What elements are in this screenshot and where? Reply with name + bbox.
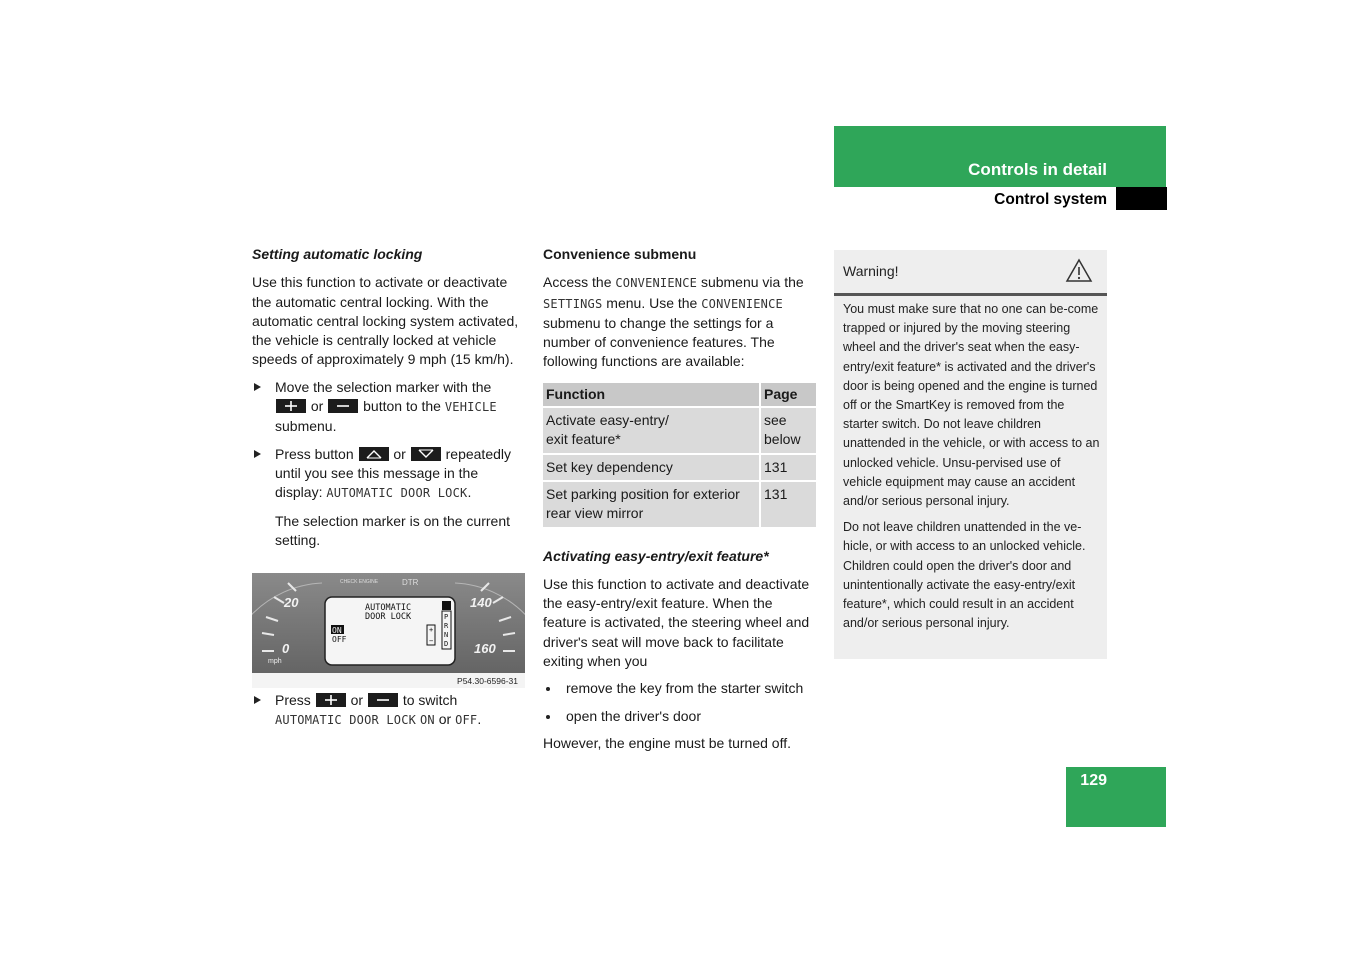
subsection-title: Control system <box>994 191 1107 208</box>
heading-convenience-submenu: Convenience submenu <box>543 246 697 262</box>
intro-paragraph: Use this function to activate or deactivate the automatic central locking. With the automatic central locking system activated, the vehicle is centrally locked at vehicle speeds of approximately 9 mph (15 km/h). <box>252 274 519 368</box>
figure-caption: P54.30-6596-31 <box>457 676 518 686</box>
down-button-icon <box>411 447 441 461</box>
list-item: remove the key from the starter switch <box>543 679 816 698</box>
step-switch-setting: Press or to switch AUTOMATIC DOOR LOCK ON or OFF. <box>252 691 525 731</box>
functions-table <box>543 383 816 529</box>
step-move-marker: Move the selection marker with the or button to the VEHICLE submenu. <box>252 378 525 437</box>
minus-button-icon <box>368 693 398 707</box>
table-header-row <box>543 383 816 407</box>
column-left-bottom <box>252 691 525 739</box>
header-marker <box>1116 187 1167 210</box>
svg-text:−: − <box>429 637 434 645</box>
plus-button-icon <box>276 399 306 413</box>
step-press-button: Press button or repeatedly until you see this message in the display: AUTOMATIC DOOR LOCK. <box>252 445 525 504</box>
header-page: Page <box>760 383 816 407</box>
easy-entry-paragraph: Use this function to activate and deactivate the easy-entry/exit feature. When the feature is activated, the steering wheel and driver's seat will move back to facilitate exiting when you <box>543 575 810 670</box>
table-row: Set parking position for exterior rear view mirror 131 <box>543 481 816 528</box>
instrument-cluster-image <box>252 573 525 688</box>
speed-label-140: 140 <box>470 595 492 610</box>
section-title: Controls in detail <box>968 160 1107 179</box>
option-on: ON <box>332 626 342 635</box>
list-item: open the driver's door <box>543 707 816 726</box>
column-middle <box>543 245 816 761</box>
gear-p: P <box>444 613 449 621</box>
display-message: AUTOMATIC DOOR LOCK <box>275 713 417 728</box>
display-line-1: AUTOMATIC <box>365 603 412 613</box>
display-line-2: DOOR LOCK <box>365 612 412 622</box>
closing-note: However, the engine must be turned off. <box>543 734 792 751</box>
table-row: Activate easy-entry/ exit feature* see below <box>543 407 816 454</box>
speed-label-160: 160 <box>474 641 496 656</box>
display-message: AUTOMATIC DOOR LOCK <box>326 486 468 501</box>
unit-label: mph <box>268 658 282 665</box>
check-engine-label: CHECK ENGINE <box>340 579 379 585</box>
gear-n: N <box>444 631 449 639</box>
column-left <box>252 245 525 558</box>
step-arrow-icon <box>254 696 261 704</box>
svg-text:+: + <box>429 626 434 634</box>
heading-automatic-locking: Setting automatic locking <box>252 246 423 262</box>
minus-button-icon <box>328 399 358 413</box>
note-selection-marker: The selection marker is on the current setting. <box>275 512 510 548</box>
warning-divider <box>834 293 1107 296</box>
menu-name-vehicle: VEHICLE <box>444 400 497 415</box>
warning-paragraph-1: You must make sure that no one can be-come trapped or injured by the moving steering wheel and the driver's seat when the easy-entry/exit feature* is activated and the driver's door is being opened and the engine is turned off or the SmartKey is removed from the starter switch. Do not leave children unattended in the vehicle, or with access to an unlocked vehicle. Unsu-pervised use of vehicle equipment may cause an accident and/or serious personal injury. <box>843 302 1100 509</box>
header-function: Function <box>543 383 760 407</box>
speed-label-20: 20 <box>284 595 299 610</box>
warning-title: Warning! <box>843 263 899 279</box>
up-button-icon <box>359 447 389 461</box>
step-arrow-icon <box>254 383 261 391</box>
speed-label-0: 0 <box>282 641 290 656</box>
value-on: ON <box>419 713 435 728</box>
option-off: OFF <box>332 635 347 644</box>
warning-triangle-icon <box>1065 258 1093 288</box>
warning-body <box>843 300 1101 640</box>
dtr-label: DTR <box>402 578 419 587</box>
convenience-intro: Access the CONVENIENCE submenu via the SETTINGS menu. Use the CONVENIENCE submenu to change the settings for a number of convenience features. The following functions are available: <box>543 274 804 370</box>
page-number: 129 <box>1080 772 1107 789</box>
table-row: Set key dependency 131 <box>543 454 816 481</box>
heading-easy-entry: Activating easy-entry/exit feature* <box>543 547 769 564</box>
plus-button-icon <box>316 693 346 707</box>
gear-r: R <box>444 622 449 630</box>
value-off: OFF <box>455 713 478 728</box>
step-arrow-icon <box>254 450 261 458</box>
gear-d: D <box>444 640 449 648</box>
warning-paragraph-2: Do not leave children unattended in the ve-hicle, or with access to an unlocked vehicle. Children could open the driver's door and unintentionally activate the easy-entry/exit feature*, which could result in an accident and/or serious personal injury. <box>843 520 1086 631</box>
